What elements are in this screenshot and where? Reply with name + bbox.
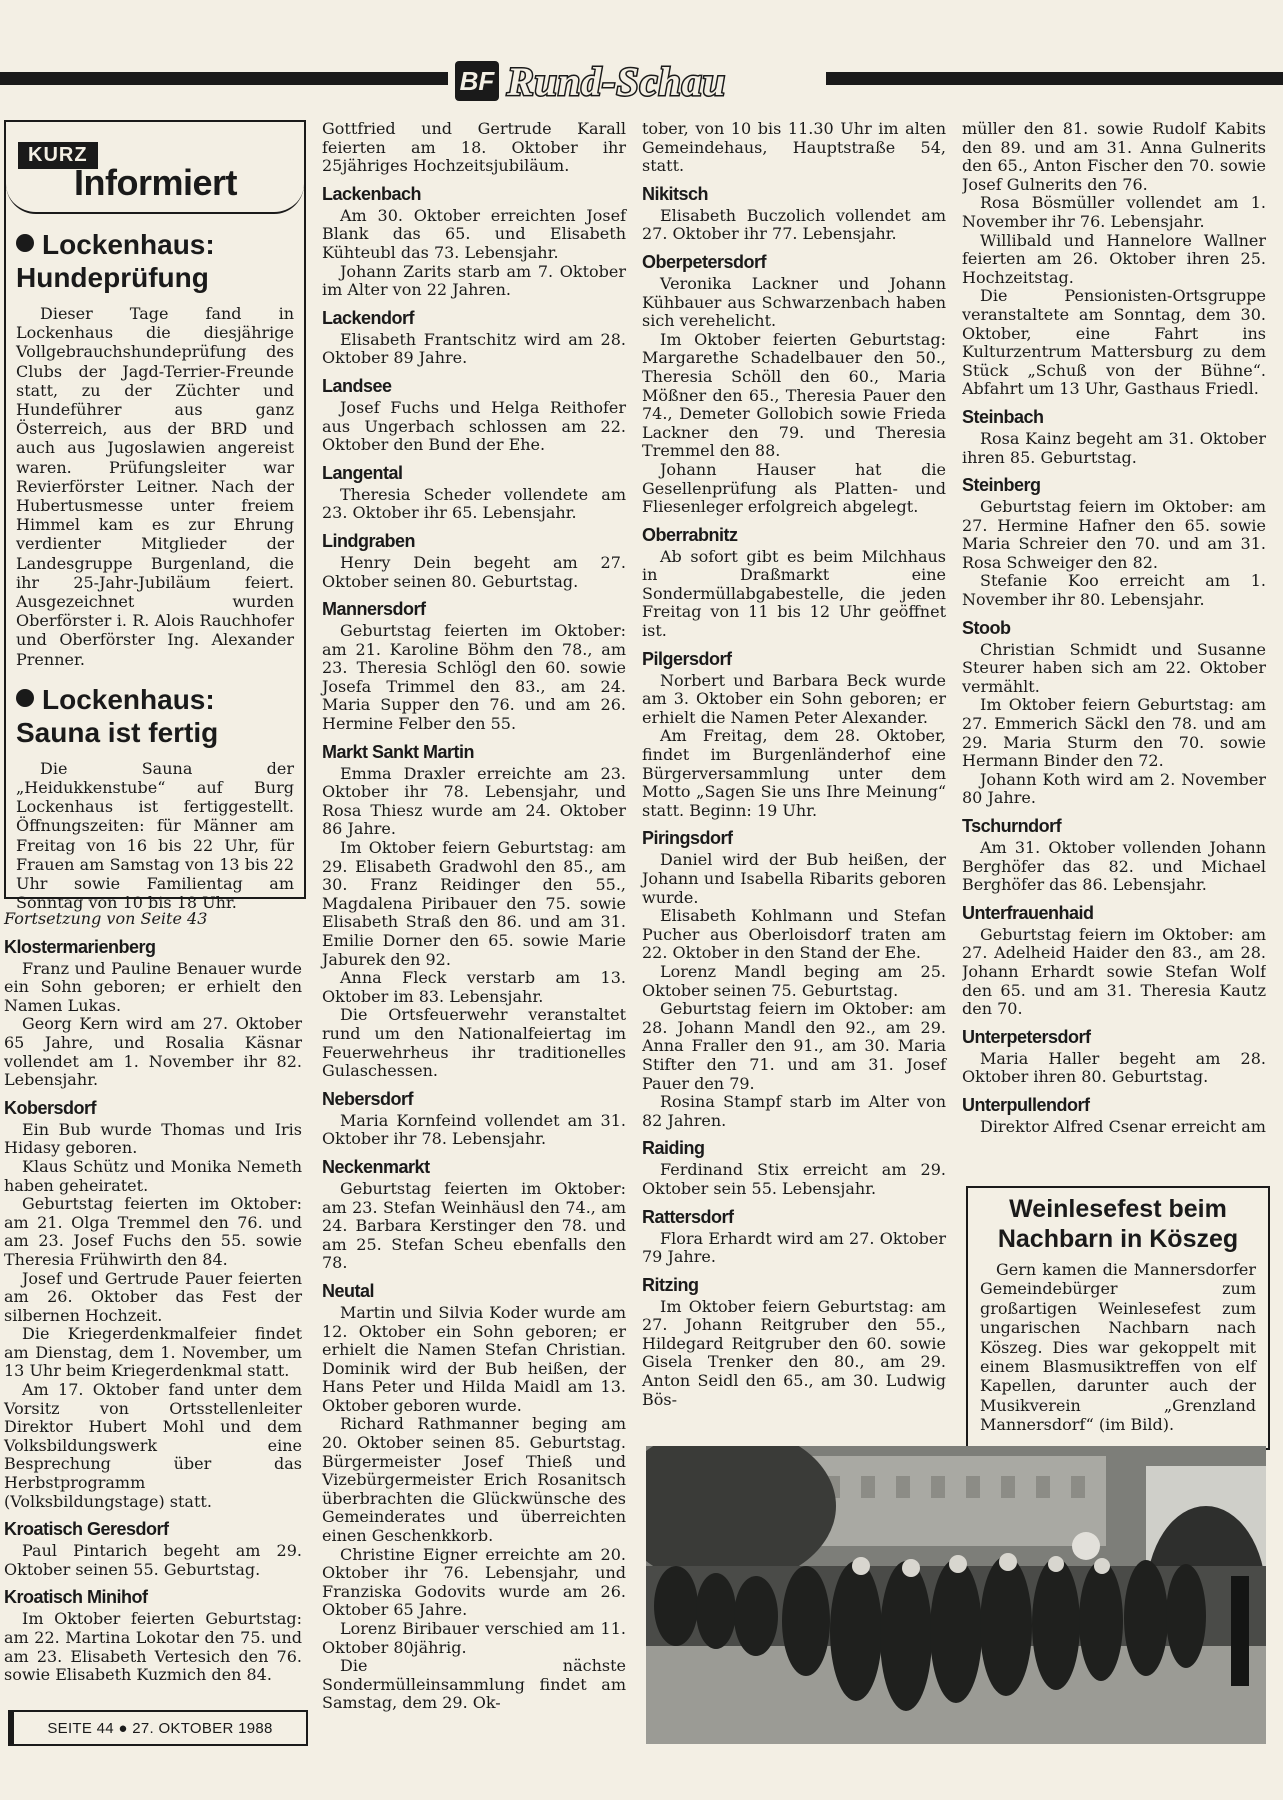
- locality-heading: Oberrabnitz: [642, 524, 738, 545]
- news-paragraph: tober, von 10 bis 11.30 Uhr im alten Gemeindehaus, Hauptstraße 54, statt.: [642, 119, 946, 176]
- story-headline: Lockenhaus: Sauna ist fertig: [16, 683, 219, 748]
- column-2: [322, 120, 626, 1713]
- news-paragraph: Rosina Stampf starb im Alter von 82 Jahren.: [642, 1092, 946, 1130]
- locality-heading: Stoob: [962, 617, 1011, 638]
- header-rule-right: [826, 72, 1283, 85]
- news-paragraph: Geburtstag feierten im Oktober: am 21. Karoline Böhm den 78., am 23. Theresia Schlögl den 60. sowie Josefa Trimmel den 83., am 24. Maria Supper den 76. und am 26. Hermine Felber den 55.: [322, 621, 626, 734]
- news-paragraph: Daniel wird der Bub heißen, der Johann und Isabella Ribarits geboren wurde.: [642, 850, 946, 907]
- page-footer: SEITE 44 ● 27. OKTOBER 1988: [8, 1710, 308, 1746]
- locality-heading: Rattersdorf: [642, 1206, 734, 1227]
- kurz-header: [6, 122, 304, 214]
- news-paragraph: Elisabeth Frantschitz wird am 28. Oktober 89 Jahre.: [322, 329, 626, 368]
- news-paragraph: Elisabeth Kohlmann und Stefan Pucher aus Oberloisdorf traten am 22. Oktober in den Stand der Ehe.: [642, 906, 946, 963]
- locality-heading: Raiding: [642, 1138, 705, 1159]
- story-text: Dieser Tage fand in Lockenhaus die diesjährige Vollgebrauchshundeprüfung des Clubs der Jagd-Terrier-Freunde statt, zu der Züchter und Hundeführer aus ganz Österreich, aus der BRD und auch aus Jugoslawien angereist waren. Prüfungsleiter war Revierförster Leitner. Nach der Hubertusmesse unter freiem Himmel kam es zur Ehrung verdienter Mitglieder der Landesgruppe Burgenland, die ihr 25-Jahr-Jubiläum feiert. Ausgezeichnet wurden Oberförster i. R. Alois Rauchhofer und Oberförster Ing. Alexander Prenner.: [16, 304, 294, 669]
- weinlese-text: Gern kamen die Mannersdorfer Gemeindebürger zum großartigen Weinlesefest zum ungarischen Nachbarn nach Köszeg. Dies war gekoppelt mit einem Blasmusiktreffen von elf Kapellen, darunter auch der Musikverein „Grenzland Mannersdorf“ (im Bild).: [980, 1260, 1256, 1435]
- informiert-label: Informiert: [74, 162, 238, 203]
- weinlese-headline: Weinlesefest beim Nachbarn in Köszeg: [997, 1195, 1239, 1253]
- news-paragraph: Die nächste Sondermülleinsammlung findet am Samstag, dem 29. Ok-: [322, 1656, 626, 1713]
- locality-heading: Steinberg: [962, 475, 1041, 496]
- locality-heading: Lackendorf: [322, 307, 415, 328]
- locality-heading: Mannersdorf: [322, 599, 426, 620]
- locality-heading: Oberpetersdorf: [642, 251, 767, 272]
- band-photo-image: [646, 1446, 1266, 1744]
- news-paragraph: Maria Kornfeind vollendet am 31. Oktober ihr 78. Lebensjahr.: [322, 1110, 626, 1149]
- locality-heading: Kroatisch Minihof: [4, 1587, 148, 1608]
- news-paragraph: Martin und Silvia Koder wurde am 12. Oktober ein Sohn geboren; er erhielt die Namen Stefan Christian. Dominik wird der Bub heißen, der Hans Peter und Hilda Maidl am 13. Oktober geboren wurde.: [322, 1302, 626, 1415]
- news-paragraph: Am Freitag, dem 28. Oktober, findet im Burgenländerhof eine Bürgerversammlung unter dem Motto „Sagen Sie uns Ihre Meinung“ statt. Beginn: 19 Uhr.: [642, 726, 946, 820]
- news-paragraph: Klaus Schütz und Monika Nemeth haben geheiratet.: [4, 1156, 302, 1195]
- locality-heading: Unterfrauenhaid: [962, 902, 1094, 923]
- locality-heading: Langental: [322, 462, 403, 483]
- news-paragraph: Lorenz Mandl beging am 25. Oktober seinen 75. Geburtstag.: [642, 961, 946, 1000]
- masthead: [455, 58, 726, 104]
- brand-logo: BF: [455, 61, 499, 101]
- news-paragraph: Christian Schmidt und Susanne Steurer haben sich am 22. Oktober vermählt.: [962, 639, 1266, 696]
- locality-heading: Landsee: [322, 375, 392, 396]
- locality-heading: Unterpetersdorf: [962, 1026, 1091, 1047]
- news-paragraph: Geburtstag feiern im Oktober: am 27. Hermine Hafner den 65. sowie Maria Schreier den 70. und am 31. Rosa Schweiger den 82.: [962, 497, 1266, 572]
- news-paragraph: Johann Hauser hat die Gesellenprüfung als Platten- und Fliesenleger erfolgreich abgelegt.: [642, 459, 946, 517]
- locality-heading: Kobersdorf: [4, 1097, 97, 1118]
- weinlese-box: [966, 1186, 1270, 1450]
- news-paragraph: Maria Haller begeht am 28. Oktober ihren 80. Geburtstag.: [962, 1048, 1266, 1087]
- news-paragraph: Anna Fleck verstarb am 13. Oktober im 83. Lebensjahr.: [322, 968, 626, 1006]
- column-3: [642, 120, 946, 1409]
- locality-heading: Kroatisch Geresdorf: [4, 1519, 169, 1540]
- news-paragraph: Im Oktober feierten Geburtstag: Margarethe Schadelbauer den 50., Theresia Schöll den 60., Maria Mößner den 65., Theresia Pauer den 74., Demeter Gollobich sowie Frieda Lackner den 79. und Theresia Tremmel den 88.: [642, 329, 946, 461]
- locality-heading: Nebersdorf: [322, 1088, 414, 1109]
- news-paragraph: Franz und Pauline Benauer wurde ein Sohn geboren; er erhielt den Namen Lukas.: [4, 958, 302, 1015]
- bullet-icon: [16, 689, 34, 707]
- continuation-note: Fortsetzung von Seite 43: [4, 909, 208, 928]
- news-paragraph: Die Ortsfeuerwehr veranstaltet rund um den Nationalfeiertag im Feuerwehrheus ihr traditionelles Gulaschessen.: [322, 1005, 626, 1081]
- news-paragraph: Die Kriegerdenkmalfeier findet am Dienstag, dem 1. November, um 13 Uhr beim Kriegerdenkmal statt.: [4, 1324, 302, 1381]
- header-rule-left: [0, 72, 448, 85]
- news-paragraph: Geburtstag feierten im Oktober: am 23. Stefan Weinhäusl den 74., am 24. Barbara Kerstinger den 78. und am 25. Stefan Scheu ebenfalls den 78.: [322, 1178, 626, 1273]
- news-paragraph: Ab sofort gibt es beim Milchhaus in Draßmarkt eine Sondermüllabgabestelle, die jeden Freitag von 11 bis 12 Uhr geöffnet ist.: [642, 546, 946, 641]
- news-paragraph: Geburtstag feiern im Oktober: am 28. Johann Mandl den 92., am 29. Anna Fraller den 91., am 30. Maria Stifter den 71. und am 31. Josef Pauer den 79.: [642, 999, 946, 1093]
- locality-heading: Markt Sankt Martin: [322, 741, 475, 762]
- news-paragraph: Richard Rathmanner beging am 20. Oktober seinen 85. Geburtstag. Bürgermeister Josef Thieß und Vizebürgermeister Erich Rosanitsch überbrachten die Glückwünsche des Gemeinderates und überreichten einen Geschenkkorb.: [322, 1414, 626, 1546]
- news-paragraph: Am 31. Oktober vollenden Johann Berghöfer das 82. und Michael Berghöfer das 86. Lebensjahr.: [962, 838, 1266, 895]
- news-paragraph: Am 17. Oktober fand unter dem Vorsitz von Ortsstellenleiter Direktor Hubert Mohl und dem Volksbildungswerk eine Besprechung über das Herbstprogramm (Volksbildungstage) statt.: [4, 1380, 302, 1511]
- locality-heading: Steinbach: [962, 406, 1044, 427]
- bullet-icon: [16, 234, 34, 252]
- locality-heading: Lackenbach: [322, 183, 422, 204]
- locality-heading: Tschurndorf: [962, 816, 1062, 836]
- kurz-label: KURZ: [18, 142, 98, 169]
- locality-heading: Ritzing: [642, 1274, 699, 1295]
- news-paragraph: Ferdinand Stix erreicht am 29. Oktober sein 55. Lebensjahr.: [642, 1160, 946, 1198]
- news-paragraph: Direktor Alfred Csenar erreicht am: [980, 1116, 1266, 1136]
- news-paragraph: Georg Kern wird am 27. Oktober 65 Jahre, und Rosalia Käsnar vollendet am 1. November ihr 82. Lebensjahr.: [4, 1014, 302, 1090]
- kurz-story: [6, 683, 304, 913]
- locality-heading: Nikitsch: [642, 183, 709, 204]
- news-paragraph: Josef Fuchs und Helga Reithofer aus Ungerbach schlossen am 22. Oktober den Bund der Ehe.: [322, 397, 626, 455]
- news-paragraph: Flora Erhardt wird am 27. Oktober 79 Jahre.: [642, 1228, 946, 1267]
- news-paragraph: Rosa Bösmüller vollendet am 1. November ihr 76. Lebensjahr.: [962, 193, 1266, 231]
- news-paragraph: Emma Draxler erreichte am 23. Oktober ihr 78. Lebensjahr, und Rosa Thiesz wurde am 24. Oktober 86 Jahre.: [322, 763, 626, 839]
- news-paragraph: Geburtstag feierten im Oktober: am 21. Olga Tremmel den 76. und am 23. Josef Fuchs den 55. sowie Theresia Frühwirth den 84.: [4, 1194, 302, 1269]
- news-paragraph: Willibald und Hannelore Wallner feierten am 26. Oktober ihren 25. Hochzeitstag.: [962, 230, 1266, 287]
- locality-heading: Neckenmarkt: [322, 1156, 430, 1177]
- locality-heading: Neutal: [322, 1280, 375, 1301]
- news-paragraph: Elisabeth Buczolich vollendet am 27. Oktober ihr 77. Lebensjahr.: [642, 205, 946, 244]
- news-paragraph: Veronika Lackner und Johann Kühbauer aus Schwarzenbach haben sich verehelicht.: [642, 273, 946, 331]
- news-paragraph: müller den 81. sowie Rudolf Kabits den 89. und am 31. Anna Gulnerits den 65., Anton Fischer den 70. sowie Josef Gulnerits den 76.: [962, 120, 1266, 194]
- column-4: [962, 120, 1266, 1180]
- news-paragraph: Im Oktober feiern Geburtstag: am 29. Elisabeth Gradwohl den 85., am 30. Franz Reidinger den 55., Magdalena Piribauer den 75. sowie Elisabeth Straß den 86. und am 31. Emilie Dorner den 65. sowie Marie Jaburek den 92.: [322, 838, 626, 969]
- band-photo: [646, 1446, 1266, 1744]
- news-paragraph: Geburtstag feiern im Oktober: am 27. Adelheid Haider den 83., am 28. Johann Erhardt sowie Stefan Wolf den 65. und am 31. Theresia Kautz den 70.: [962, 924, 1266, 1019]
- locality-heading: Piringsdorf: [642, 828, 733, 849]
- news-paragraph: Rosa Kainz begeht am 31. Oktober ihren 85. Geburtstag.: [962, 428, 1266, 467]
- news-paragraph: Stefanie Koo erreicht am 1. November ihr 80. Lebensjahr.: [962, 571, 1266, 610]
- news-paragraph: Lorenz Biribauer verschied am 11. Oktober 80jährig.: [322, 1619, 626, 1657]
- story-headline: Lockenhaus: Hundeprüfung: [16, 229, 215, 293]
- locality-heading: Lindgraben: [322, 530, 415, 551]
- news-paragraph: Henry Dein begeht am 27. Oktober seinen 80. Geburtstag.: [322, 552, 626, 591]
- news-paragraph: Theresia Scheder vollendete am 23. Oktober ihr 65. Lebensjahr.: [322, 484, 626, 523]
- kurz-informiert-box: [4, 120, 306, 913]
- news-paragraph: Paul Pintarich begeht am 29. Oktober seinen 55. Geburtstag.: [4, 1541, 302, 1579]
- news-paragraph: Johann Zarits starb am 7. Oktober im Alter von 22 Jahren.: [322, 261, 626, 300]
- news-paragraph: Johann Koth wird am 2. November 80 Jahre.: [962, 769, 1266, 808]
- locality-heading: Klostermarienberg: [4, 936, 156, 957]
- kurz-story: [6, 228, 304, 669]
- news-paragraph: Norbert und Barbara Beck wurde am 3. Oktober ein Sohn geboren; er erhielt die Namen Peter Alexander.: [642, 670, 946, 727]
- news-paragraph: Christine Eigner erreichte am 20. Oktober ihr 76. Lebensjahr, und Franziska Godovits wurde am 26. Oktober 65 Jahre.: [322, 1544, 626, 1620]
- news-paragraph: Die Pensionisten-Ortsgruppe veranstaltete am Sonntag, dem 30. Oktober, eine Fahrt ins Kulturzentrum Mattersburg zu dem Stück „Schuß von der Bühne“. Abfahrt um 13 Uhr, Gasthaus Friedl.: [962, 286, 1266, 399]
- news-paragraph: Gottfried und Gertrude Karall feierten am 18. Oktober ihr 25jähriges Hochzeitsjubiläum.: [322, 119, 626, 176]
- news-paragraph: Am 30. Oktober erreichten Josef Blank das 65. und Elisabeth Kühteubl das 73. Lebensjahr.: [322, 205, 626, 262]
- story-text: Die Sauna der „Heidukkenstube“ auf Burg Lockenhaus ist fertiggestellt. Öffnungszeiten: für Männer am Freitag von 16 bis 22 Uhr, für Frauen am Samstag von 13 bis 22 Uhr sowie Familientag am Sonntag von 10 bis 18 Uhr.: [16, 758, 294, 913]
- news-paragraph: Josef und Gertrude Pauer feierten am 26. Oktober das Fest der silbernen Hochzeit.: [4, 1268, 302, 1325]
- news-paragraph: Im Oktober feiern Geburtstag: am 27. Emmerich Säckl den 78. und am 29. Maria Sturm den 70. sowie Hermann Binder den 72.: [962, 695, 1266, 771]
- section-title: Rund-Schau: [507, 58, 726, 104]
- news-paragraph: Im Oktober feierten Geburtstag: am 22. Martina Lokotar den 75. und am 23. Elisabeth Vertesich den 76. sowie Elisabeth Kuzmich den 84.: [4, 1609, 302, 1685]
- news-paragraph: Im Oktober feiern Geburtstag: am 27. Johann Reitgruber den 55., Hildegard Reitgruber den 60. sowie Gisela Trenker den 80., am 29. Anton Seidl den 65., am 30. Ludwig Bös-: [642, 1296, 946, 1409]
- column-1: [4, 910, 302, 1685]
- locality-heading: Pilgersdorf: [642, 648, 732, 669]
- locality-heading: Unterpullendorf: [962, 1094, 1090, 1115]
- news-paragraph: Ein Bub wurde Thomas und Iris Hidasy geboren.: [4, 1119, 302, 1158]
